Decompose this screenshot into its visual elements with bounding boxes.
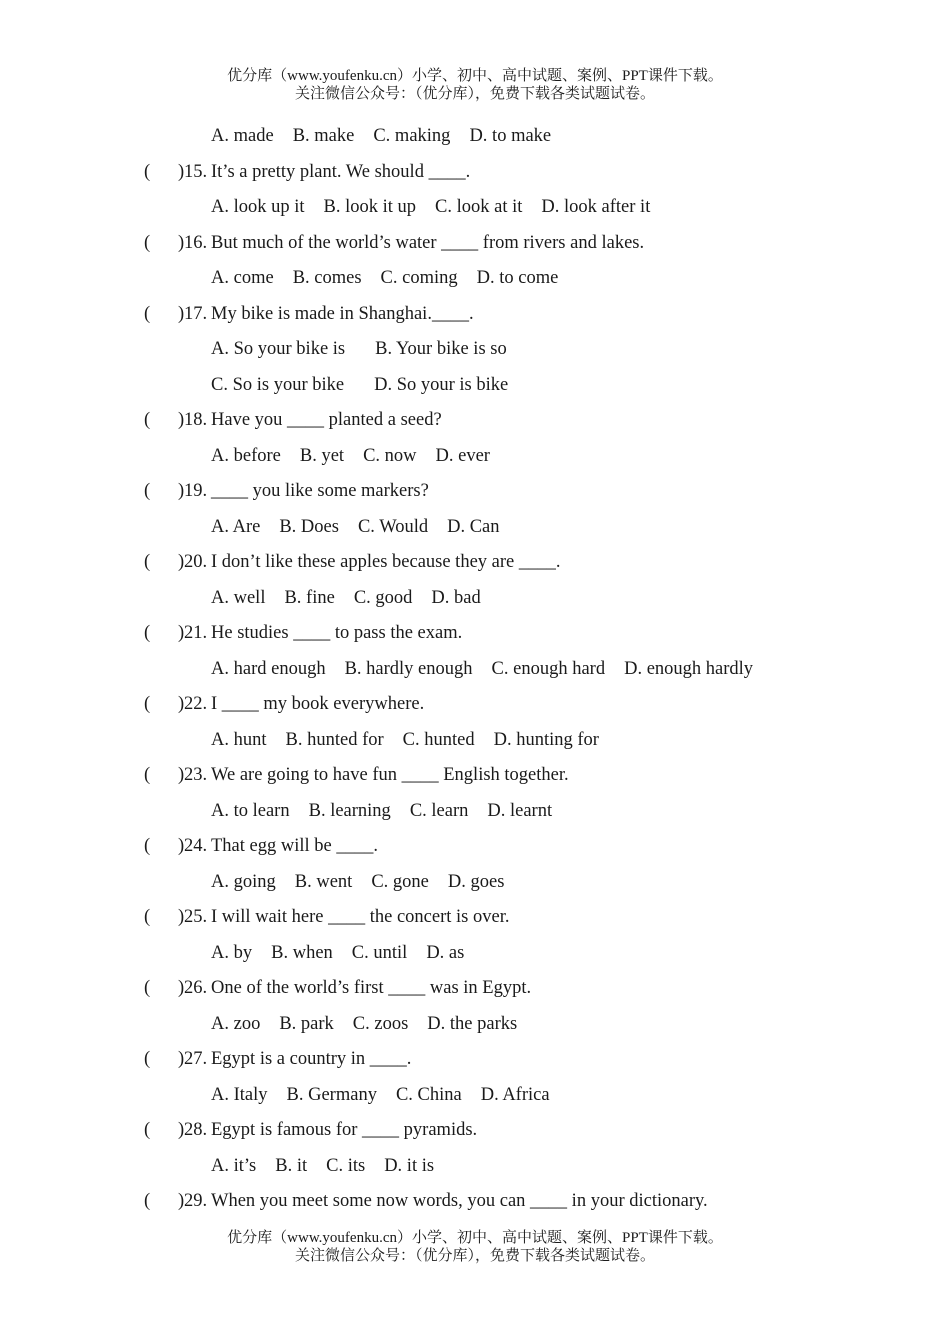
question-text: It’s a pretty plant. We should ____.: [211, 161, 471, 182]
answer-blank-close: ): [178, 481, 185, 501]
options: [211, 1007, 536, 1043]
answer-option: A. it’s: [211, 1155, 257, 1176]
question-text: I will wait here ____ the concert is over.: [211, 907, 510, 927]
answer-blank-open: (: [144, 232, 151, 253]
answer-option: B. look it up: [323, 197, 417, 217]
answer-blank-close: ): [178, 978, 185, 998]
question-row: [0, 829, 950, 865]
answer-blank-close: ): [178, 552, 185, 572]
question-row: [0, 474, 950, 510]
answer-option: C. Would: [357, 516, 429, 537]
options: [211, 439, 509, 475]
question-text: He studies ____ to pass the exam.: [211, 623, 463, 643]
question-row: [0, 226, 950, 262]
answer-option: C. China: [395, 1084, 462, 1105]
option-row: [0, 723, 950, 759]
answer-option: B. Germany: [286, 1084, 377, 1105]
question-row: [0, 545, 950, 581]
answer-blank-open: (: [144, 481, 151, 501]
answer-option: D. the parks: [427, 1013, 518, 1034]
answer-blank-close: ): [178, 161, 185, 182]
answer-option: C. coming: [380, 268, 458, 288]
question-text: I don’t like these apples because they are ____.: [211, 552, 561, 572]
options: [211, 794, 571, 830]
answer-blank-close: ): [178, 1191, 185, 1211]
option-row: [0, 510, 950, 546]
question-text: My bike is made in Shanghai.____.: [211, 303, 474, 324]
answer-blank-close: ): [178, 907, 185, 927]
answer-option: C. good: [353, 587, 413, 608]
answer-blank-close: ): [178, 303, 185, 324]
question-number: 18.: [184, 410, 208, 430]
answer-blank-close: ): [178, 836, 185, 856]
question-number: 23.: [184, 765, 208, 785]
options: [211, 652, 772, 688]
answer-blank-open: (: [144, 1191, 151, 1211]
option-row: [0, 261, 950, 297]
answer-option: D. learnt: [487, 800, 553, 821]
option-row: [0, 332, 950, 368]
question-row: [0, 155, 950, 191]
options: [211, 261, 577, 297]
options: [211, 332, 537, 368]
question-number: 15.: [184, 161, 208, 182]
answer-blank-open: (: [144, 623, 151, 643]
answer-blank-close: ): [178, 232, 185, 253]
answer-blank-open: (: [144, 836, 151, 856]
answer-option: A. before: [211, 445, 281, 466]
question-text: Egypt is a country in ____.: [211, 1049, 412, 1069]
question-text: I ____ my book everywhere.: [211, 694, 425, 714]
answer-option: C. zoos: [352, 1013, 409, 1034]
answer-option: A. Italy: [211, 1084, 268, 1105]
answer-blank-open: (: [144, 303, 151, 324]
answer-option: A. So your bike is: [211, 339, 346, 359]
question-row: [0, 1113, 950, 1149]
answer-option: B. comes: [292, 268, 362, 288]
answer-option: D. to come: [476, 268, 559, 288]
question-number: 26.: [184, 978, 208, 998]
options: [211, 581, 500, 617]
answer-blank-open: (: [144, 765, 151, 785]
answer-option: D. bad: [431, 587, 481, 608]
options: [211, 510, 519, 546]
question-text: That egg will be ____.: [211, 836, 378, 856]
answer-option: D. as: [426, 942, 465, 963]
question-text: ____ you like some markers?: [211, 481, 429, 501]
option-row: [0, 865, 950, 901]
answer-option: D. hunting for: [493, 729, 599, 750]
answer-option: D. ever: [435, 445, 490, 466]
answer-option: A. made: [211, 126, 274, 146]
answer-blank-close: ): [178, 765, 185, 785]
options: [211, 1078, 569, 1114]
answer-option: B. yet: [299, 445, 345, 466]
answer-option: D. Africa: [480, 1084, 550, 1105]
answer-option: A. Are: [211, 516, 261, 537]
option-row: [0, 1007, 950, 1043]
question-text: Have you ____ planted a seed?: [211, 410, 442, 430]
option-row: [0, 119, 950, 155]
answer-option: A. come: [211, 268, 274, 288]
answer-blank-open: (: [144, 410, 151, 430]
options: [211, 368, 538, 404]
question-list: [0, 119, 950, 1220]
answer-option: A. zoo: [211, 1013, 261, 1034]
question-text: Egypt is famous for ____ pyramids.: [211, 1120, 478, 1140]
option-row: [0, 1149, 950, 1185]
answer-option: C. now: [363, 445, 417, 466]
question-text: One of the world’s first ____ was in Egypt.: [211, 978, 532, 998]
option-row: [0, 652, 950, 688]
question-row: [0, 403, 950, 439]
option-row: [0, 936, 950, 972]
footer-line-2: 关注微信公众号：（优分库），免费下载各类试题试卷。: [294, 1248, 655, 1264]
answer-option: A. well: [211, 587, 266, 608]
answer-option: A. hard enough: [211, 658, 326, 679]
question-number: 19.: [184, 481, 208, 501]
answer-option: D. Can: [447, 516, 500, 537]
answer-option: C. hunted: [402, 729, 475, 750]
answer-option: D. enough hardly: [624, 658, 754, 679]
answer-blank-open: (: [144, 694, 151, 714]
question-row: [0, 1184, 950, 1220]
answer-option: C. making: [373, 126, 451, 146]
question-number: 28.: [184, 1120, 208, 1140]
question-row: [0, 758, 950, 794]
answer-option: D. to make: [469, 126, 552, 146]
answer-option: B. hardly enough: [344, 658, 473, 679]
answer-option: B. went: [294, 871, 353, 892]
answer-option: A. going: [211, 871, 276, 892]
question-text: But much of the world’s water ____ from rivers and lakes.: [211, 232, 645, 253]
answer-option: A. by: [211, 942, 253, 963]
answer-blank-open: (: [144, 978, 151, 998]
answer-blank-open: (: [144, 907, 151, 927]
answer-option: C. look at it: [435, 197, 523, 217]
question-number: 25.: [184, 907, 208, 927]
answer-blank-close: ): [178, 623, 185, 643]
answer-option: C. learn: [409, 800, 469, 821]
answer-option: D. So your is bike: [374, 374, 509, 395]
question-row: [0, 1042, 950, 1078]
answer-option: C. its: [326, 1155, 366, 1176]
options: [211, 1149, 453, 1185]
question-number: 22.: [184, 694, 208, 714]
answer-blank-close: ): [178, 694, 185, 714]
question-row: [0, 900, 950, 936]
options: [211, 190, 669, 226]
header-line-2: 关注微信公众号：（优分库），免费下载各类试题试卷。: [294, 86, 655, 102]
question-number: 16.: [184, 232, 208, 253]
answer-option: C. So is your bike: [211, 374, 345, 395]
answer-option: B. Your bike is so: [375, 339, 507, 359]
question-number: 27.: [184, 1049, 208, 1069]
footer-line-1: 优分库（www.youfenku.cn）小学、初中、高中试题、案例、PPT课件下载。: [227, 1230, 723, 1246]
question-text: When you meet some now words, you can ____ in your dictionary.: [211, 1191, 708, 1211]
answer-option: A. hunt: [211, 729, 267, 750]
question-number: 17.: [184, 303, 208, 324]
option-row: [0, 1078, 950, 1114]
answer-option: D. it is: [384, 1155, 435, 1176]
answer-option: D. look after it: [541, 197, 651, 217]
option-row: [0, 368, 950, 404]
question-number: 21.: [184, 623, 208, 643]
question-row: [0, 616, 950, 652]
options: [211, 119, 570, 155]
answer-option: B. when: [271, 942, 333, 963]
question-number: 24.: [184, 836, 208, 856]
answer-option: A. look up it: [211, 197, 305, 217]
answer-option: B. park: [279, 1013, 334, 1034]
answer-blank-close: ): [178, 1049, 185, 1069]
option-row: [0, 439, 950, 475]
answer-option: B. it: [275, 1155, 308, 1176]
answer-option: D. goes: [447, 871, 505, 892]
answer-blank-close: ): [178, 410, 185, 430]
answer-blank-open: (: [144, 1049, 151, 1069]
answer-option: C. gone: [371, 871, 429, 892]
option-row: [0, 794, 950, 830]
answer-option: C. enough hard: [491, 658, 606, 679]
answer-option: B. make: [292, 126, 355, 146]
answer-option: B. Does: [279, 516, 339, 537]
question-row: [0, 971, 950, 1007]
page-header: [0, 67, 950, 103]
options: [211, 865, 523, 901]
answer-blank-close: ): [178, 1120, 185, 1140]
header-line-1: 优分库（www.youfenku.cn）小学、初中、高中试题、案例、PPT课件下载。: [227, 68, 723, 84]
answer-blank-open: (: [144, 552, 151, 572]
answer-option: C. until: [351, 942, 408, 963]
question-number: 29.: [184, 1191, 208, 1211]
question-text: We are going to have fun ____ English together.: [211, 765, 569, 785]
option-row: [0, 190, 950, 226]
options: [211, 936, 483, 972]
answer-blank-open: (: [144, 1120, 151, 1140]
answer-option: B. learning: [308, 800, 391, 821]
question-number: 20.: [184, 552, 208, 572]
answer-option: B. fine: [284, 587, 335, 608]
question-row: [0, 687, 950, 723]
question-row: [0, 297, 950, 333]
answer-option: A. to learn: [211, 800, 290, 821]
option-row: [0, 581, 950, 617]
options: [211, 723, 618, 759]
answer-blank-open: (: [144, 161, 151, 182]
answer-option: B. hunted for: [285, 729, 384, 750]
page-footer: [0, 1229, 950, 1265]
